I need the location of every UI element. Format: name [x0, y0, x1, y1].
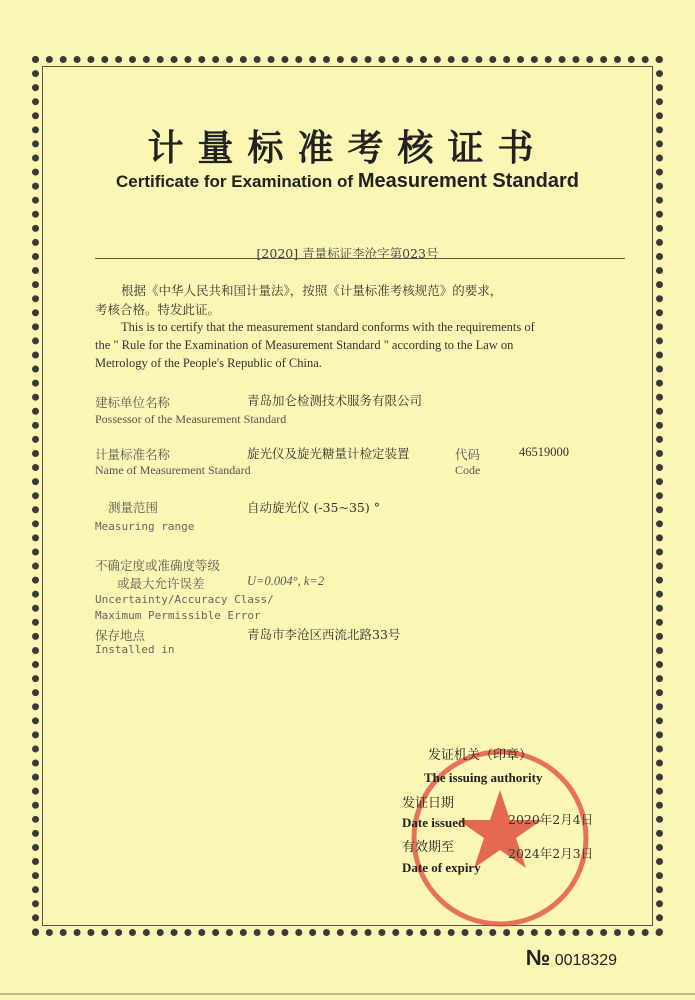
issuing-authority-label-en: The issuing authority — [424, 770, 543, 785]
certificate-number: [2020] 青量标证李沧字第023号 — [256, 246, 439, 261]
date-expiry-label-en: Date of expiry — [402, 860, 481, 875]
standard-name-label-en: Name of Measurement Standard — [95, 463, 251, 477]
possessor-label-en: Possessor of the Measurement Standard — [95, 412, 287, 426]
code-value: 46519000 — [519, 445, 569, 459]
title-chinese: 计量标准考核证书 — [147, 128, 548, 169]
header-divider — [95, 258, 625, 259]
standard-name-value: 旋光仪及旋光糖量计检定装置 — [247, 446, 410, 461]
code-label-en: Code — [455, 463, 481, 477]
date-issued-label-en: Date issued — [402, 815, 466, 830]
installed-label-cn: 保存地点 — [95, 628, 146, 643]
measuring-range-label-cn: 测量范围 — [108, 500, 159, 515]
intro-en-line3: Metrology of the People's Republic of China. — [95, 356, 322, 370]
measuring-range-label-en: Measuring range — [95, 520, 195, 533]
serial-number-value: 0018329 — [554, 952, 617, 969]
standard-name-label-cn: 计量标准名称 — [95, 447, 171, 462]
title-english-prefix: Certificate for Examination of — [115, 172, 354, 191]
intro-cn-line1: 根据《中华人民共和国计量法》，按照《计量标准考核规范》的要求， — [121, 283, 503, 298]
date-issued-value: 2020年2月4日 — [508, 812, 594, 827]
installed-label-en: Installed in — [95, 643, 175, 656]
uncertainty-label-en-line1: Uncertainty/Accuracy Class/ — [95, 593, 274, 606]
intro-cn-line2: 考核合格。特发此证。 — [95, 302, 221, 317]
possessor-value: 青岛加仑检测技术服务有限公司 — [247, 393, 423, 408]
serial-number — [526, 945, 617, 971]
uncertainty-value: U=0.004°, k=2 — [247, 574, 325, 588]
title-english-main: Measurement Standard — [357, 170, 579, 192]
code-label-cn: 代码 — [455, 447, 481, 462]
title-english — [0, 170, 695, 193]
date-issued-label-cn: 发证日期 — [402, 796, 455, 811]
page-bottom-edge — [0, 993, 695, 995]
intro-en-line1: This is to certify that the measurement standard conforms with the requirements of — [121, 320, 535, 334]
uncertainty-label-en-line2: Maximum Permissible Error — [95, 609, 261, 622]
possessor-label-cn: 建标单位名称 — [95, 395, 171, 410]
number-sign: № — [525, 945, 551, 970]
installed-value: 青岛市李沧区西流北路33号 — [247, 627, 401, 642]
date-expiry-value: 2024年2月3日 — [508, 846, 594, 861]
uncertainty-label-cn-line1: 不确定度或准确度等级 — [95, 558, 221, 573]
intro-en-line2: the " Rule for the Examination of Measurement Standard " according to the Law on — [95, 338, 514, 352]
measuring-range-value: 自动旋光仪 (-35~35) ° — [247, 500, 380, 515]
date-expiry-label-cn: 有效期至 — [402, 840, 455, 855]
issuing-authority-label-cn: 发证机关（印章） — [428, 748, 533, 763]
uncertainty-label-cn-line2: 或最大允许误差 — [117, 576, 205, 591]
